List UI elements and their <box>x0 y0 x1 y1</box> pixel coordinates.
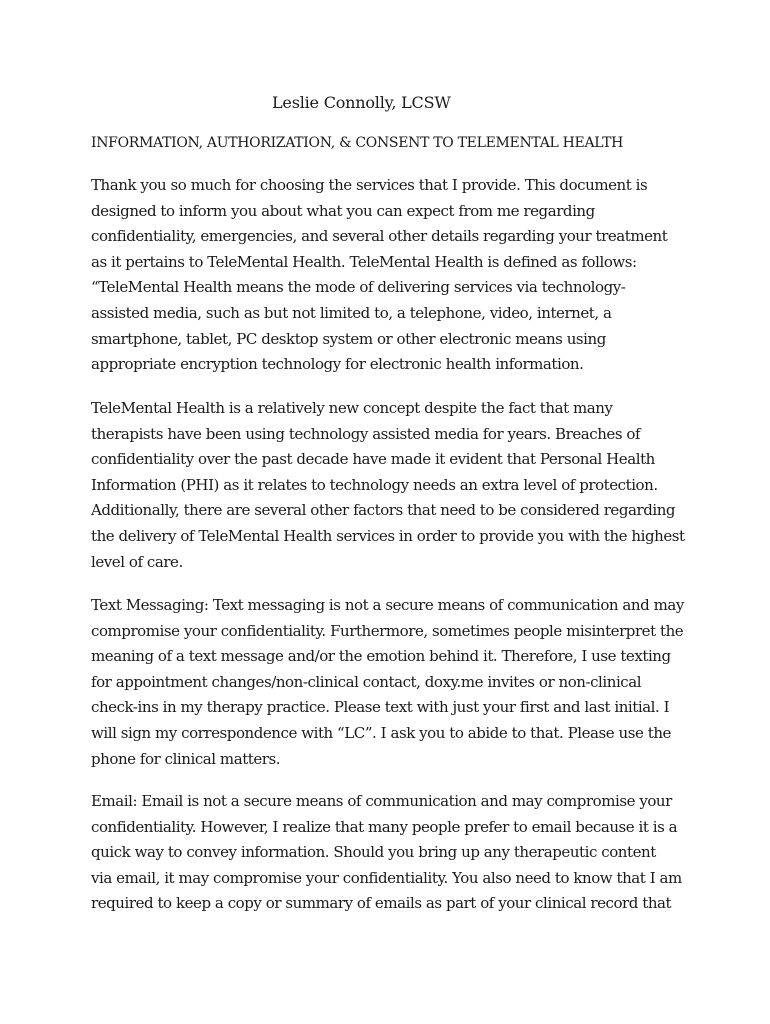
paragraph-line: Additionally, there are several other factors that need to be considered regarding <box>91 501 676 520</box>
paragraph-line: via email, it may compromise your confidentiality. You also need to know that I am <box>91 868 682 887</box>
paragraph-line: meaning of a text message and/or the emotion behind it. Therefore, I use texting <box>91 647 671 666</box>
paragraph-line: the delivery of TeleMental Health services in order to provide you with the highest <box>91 526 685 545</box>
author-heading: Leslie Connolly, LCSW <box>272 93 451 112</box>
paragraph-line: phone for clinical matters. <box>91 749 281 768</box>
paragraph-line: check-ins in my therapy practice. Please text with just your first and last initial. I <box>91 698 670 717</box>
telemental-health-paragraph <box>91 396 691 575</box>
paragraph-line: Email: Email is not a secure means of communication and may compromise your <box>91 792 672 810</box>
paragraph-line: designed to inform you about what you can expect from me regarding <box>91 201 595 220</box>
paragraph-line: confidentiality, emergencies, and several other details regarding your treatment <box>91 227 668 246</box>
paragraph-line: as it pertains to TeleMental Health. TeleMental Health is defined as follows: <box>91 252 637 271</box>
paragraph-line: compromise your confidentiality. Furthermore, sometimes people misinterpret the <box>91 621 684 640</box>
paragraph-line: quick way to convey information. Should you bring up any therapeutic content <box>91 843 656 862</box>
paragraph-line: “TeleMental Health means the mode of delivering services via technology- <box>91 278 626 297</box>
paragraph-line: assisted media, such as but not limited to, a telephone, video, internet, a <box>91 303 612 322</box>
paragraph-line: confidentiality. However, I realize that many people prefer to email because it is a <box>91 817 678 836</box>
paragraph-line: therapists have been using technology assisted media for years. Breaches of <box>91 424 641 443</box>
intro-paragraph <box>91 173 691 378</box>
paragraph-line: level of care. <box>91 552 183 571</box>
email-paragraph <box>91 789 691 917</box>
paragraph-line: required to keep a copy or summary of emails as part of your clinical record that <box>91 894 672 913</box>
paragraph-line: appropriate encryption technology for electronic health information. <box>91 355 584 374</box>
paragraph-line: Information (PHI) as it relates to technology needs an extra level of protection. <box>91 475 658 494</box>
paragraph-line: TeleMental Health is a relatively new concept despite the fact that many <box>91 399 613 417</box>
paragraph-line: Text Messaging: Text messaging is not a secure means of communication and may <box>91 596 684 614</box>
paragraph-line: will sign my correspondence with “LC”. I ask you to abide to that. Please use the <box>91 723 671 742</box>
text-messaging-paragraph <box>91 593 691 772</box>
paragraph-line: confidentiality over the past decade have made it evident that Personal Health <box>91 450 655 469</box>
document-title: INFORMATION, AUTHORIZATION, & CONSENT TO TELEMENTAL HEALTH <box>91 135 624 151</box>
paragraph-line: for appointment changes/non-clinical contact, doxy.me invites or non-clinical <box>91 672 642 691</box>
paragraph-line: smartphone, tablet, PC desktop system or other electronic means using <box>91 329 606 348</box>
paragraph-line: Thank you so much for choosing the services that I provide. This document is <box>91 176 648 194</box>
